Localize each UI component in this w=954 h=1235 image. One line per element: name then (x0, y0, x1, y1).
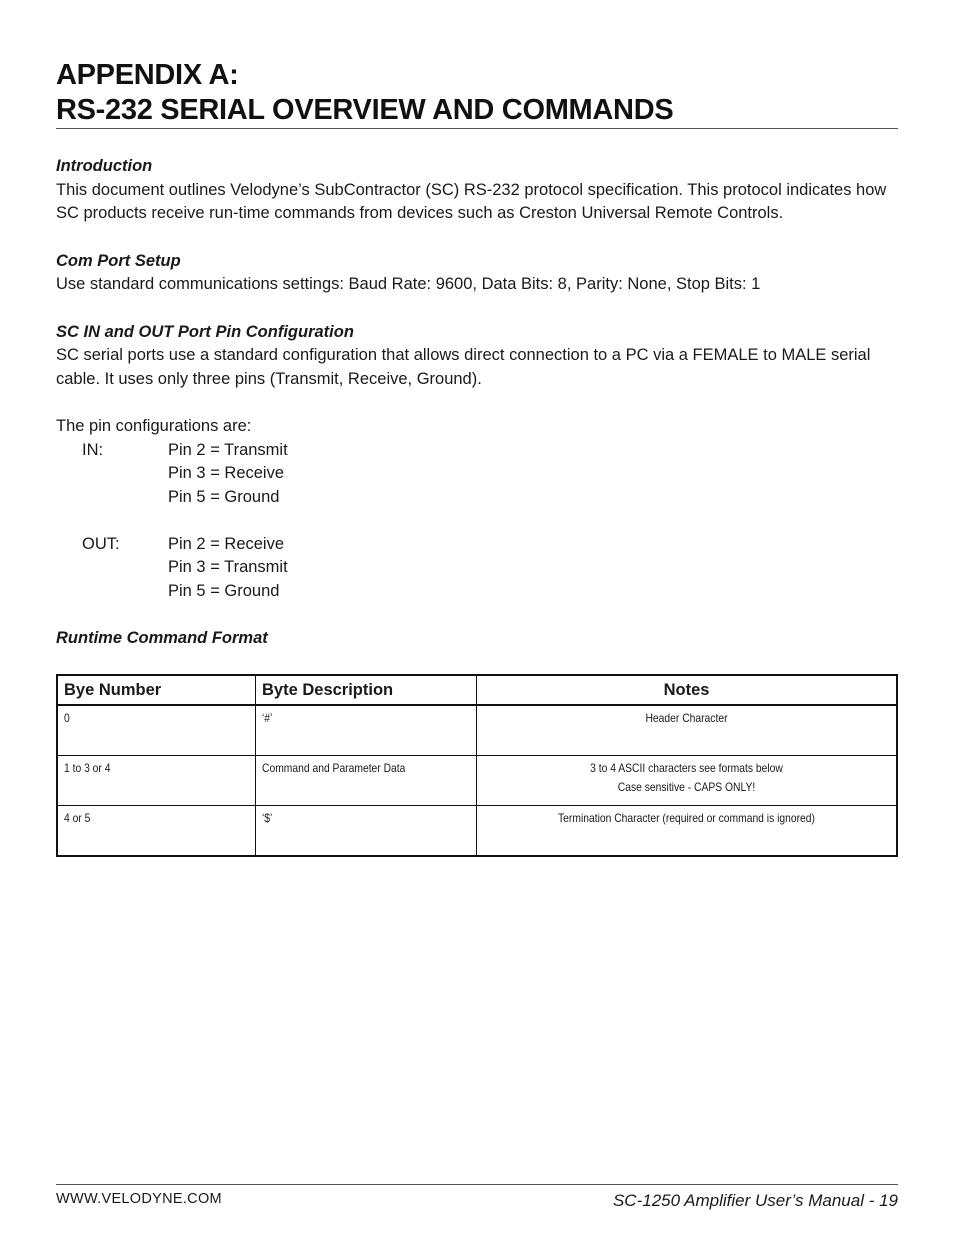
cell-byte-number: 4 or 5 (57, 806, 256, 857)
footer-divider (56, 1184, 898, 1185)
cell-byte-description: ‘$’ (256, 806, 477, 857)
in-pin-group (82, 439, 898, 510)
cell-byte-description: ‘#’ (256, 705, 477, 756)
page-title (56, 58, 898, 129)
cell-notes: 3 to 4 ASCII characters see formats below Case sensitive - CAPS ONLY! (477, 756, 898, 806)
introduction-heading: Introduction (56, 157, 153, 175)
main-content (56, 155, 898, 651)
table-row (57, 806, 897, 857)
header-notes: Notes (477, 675, 898, 705)
pin-config-heading: SC IN and OUT Port Pin Configuration (56, 322, 354, 341)
out-pin-line: Pin 3 = Transmit (168, 558, 288, 576)
footer-manual-page: SC-1250 Amplifier User’s Manual - 19 (612, 1191, 898, 1210)
cell-byte-number: 1 to 3 or 4 (57, 756, 256, 806)
cell-notes: Termination Character (required or command is ignored) (477, 806, 898, 857)
pin-config-intro: The pin configurations are: (56, 417, 252, 435)
introduction-text: This document outlines Velodyne’s SubContractor (SC) RS-232 protocol specification. This protocol indicates how SC products receive run-time commands from devices such as Creston Universal Remote Controls. (56, 180, 887, 222)
com-port-heading: Com Port Setup (56, 251, 181, 270)
out-pin-group (82, 533, 898, 604)
header-byte-description: Byte Description (256, 675, 477, 705)
command-format-table (56, 674, 898, 857)
in-label: IN: (82, 440, 104, 459)
title-line-1: APPENDIX A: (56, 59, 239, 91)
cell-byte-number: 0 (57, 705, 256, 756)
cell-notes: Header Character (477, 705, 898, 756)
pin-config-text: SC serial ports use a standard configuration that allows direct connection to a PC via a FEMALE to MALE serial cable. It uses only three pins (Transmit, Receive, Ground). (56, 346, 871, 388)
title-line-2: RS-232 SERIAL OVERVIEW AND COMMANDS (56, 94, 674, 126)
out-label: OUT: (82, 534, 120, 553)
in-pin-line: Pin 5 = Ground (168, 487, 280, 506)
table-header-row (57, 675, 897, 705)
cell-byte-description: Command and Parameter Data (256, 756, 477, 806)
out-pin-line: Pin 5 = Ground (168, 581, 280, 600)
in-pin-line: Pin 3 = Receive (168, 464, 285, 482)
footer-website[interactable]: WWW.VELODYNE.COM (56, 1191, 222, 1207)
table-row (57, 756, 897, 806)
out-pin-line: Pin 2 = Receive (168, 534, 285, 553)
header-byte-number: Bye Number (57, 675, 256, 705)
table-row (57, 705, 897, 756)
runtime-heading: Runtime Command Format (56, 629, 268, 647)
com-port-text: Use standard communications settings: Baud Rate: 9600, Data Bits: 8, Parity: None, Stop Bits: 1 (56, 275, 761, 293)
in-pin-line: Pin 2 = Transmit (168, 440, 288, 459)
